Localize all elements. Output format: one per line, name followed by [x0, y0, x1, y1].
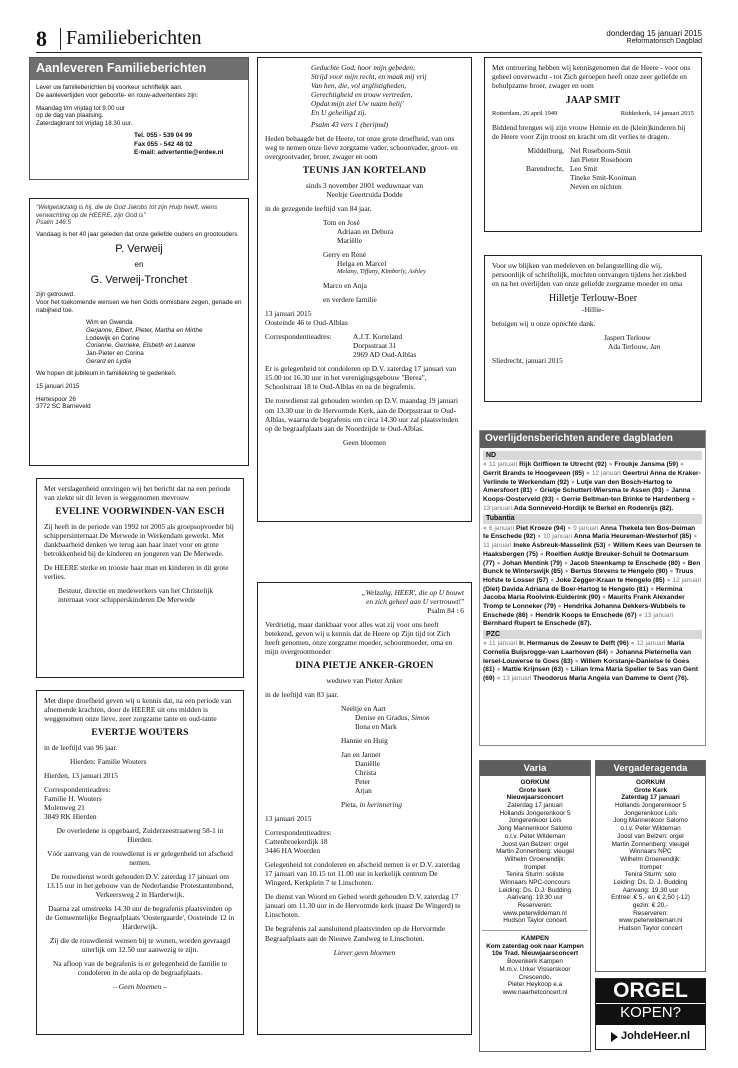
verweij-en: en: [134, 260, 144, 270]
bullet-icon: ●: [483, 461, 489, 469]
groen-family: Arjan: [355, 786, 372, 796]
overlijdens-source-header: Tubantia: [483, 514, 702, 523]
bullet-icon: ●: [681, 559, 688, 567]
orgel-ad-site[interactable]: JohdeHeer.nl: [620, 1030, 691, 1043]
varia-line: Tenira Sturm: soliste: [506, 871, 564, 879]
groen-paragraph: De begrafenis zal aansluitend plaatsvinden op de Hervormde Begraafplaats aan de Nieuwe Zandweg te Linschoten.: [265, 924, 445, 943]
header-divider: [60, 28, 61, 50]
verweij-family: Corianne, Gerrieke, Elsbeth en Leanne: [86, 342, 196, 350]
overlijdens-item-text: Johan Mentink (79): [502, 559, 563, 567]
agenda-line: Aanvang: 19.30 uur: [622, 886, 679, 894]
groen-quote-ref: Psalm 84 : 6: [427, 606, 464, 616]
overlijdens-item-text: Jacob Steenkamp te Enschede (80): [569, 559, 681, 567]
terlouw-place: Sliedrecht, januari 2015: [492, 356, 563, 366]
overlijdens-source-header: ND: [483, 451, 702, 460]
groen-family: Pieta,: [341, 800, 360, 810]
varia-panel: [479, 760, 591, 1052]
varia-line: Kom zaterdag ook naar Kampen: [486, 942, 584, 950]
korteland-verse: Van hen, die, vol arglistigheden,: [311, 81, 407, 91]
verweij-family: Wim en Gwenda: [86, 319, 133, 327]
verweij-family: Gerjanne, Elbert, Pieter, Martha en Mirthe: [86, 326, 203, 334]
varia-line: Jong Mannenkoor Salomo: [497, 825, 573, 833]
bullet-icon: ●: [680, 461, 684, 469]
overlijdensberichten-list: [480, 448, 705, 686]
overlijdens-item-text: Maurits Frank Alexander Tromp te Lonneker (79): [483, 594, 685, 611]
verweij-married: zijn getrouwd.: [36, 291, 75, 299]
varia-link[interactable]: www.peterwildeman.nl: [503, 909, 567, 917]
overlijdens-item-date: 6 januari: [488, 524, 515, 532]
notice-smit: [484, 57, 702, 232]
aanleveren-box: [29, 57, 249, 180]
varia-line: trompet: [524, 863, 546, 871]
notice-voorwinden: [36, 478, 244, 678]
header-date: donderdag 15 januari 2015: [606, 29, 702, 38]
notice-verweij: [29, 198, 249, 466]
groen-age: in de leeftijd van 83 jaar.: [265, 689, 339, 699]
overlijdens-item-date: 9 januari: [573, 524, 599, 532]
bullet-icon: ●: [607, 542, 614, 550]
overlijdens-item: [483, 640, 631, 647]
varia-place: GORKUM: [520, 779, 550, 786]
overlijdens-item-date: 12 januari: [636, 640, 666, 648]
overlijdens-item: [530, 612, 639, 619]
verweij-quote: "Welgelukzalig is hij, die de God Jakobs tot zijn Hulp heeft, wiens verwachting op de HEERE, zijn God is": [36, 204, 218, 219]
agenda-line: Winnaars NPC: [629, 848, 672, 856]
groen-paragraph: De dienst van Woord en Gebed wordt gehouden D.V. zaterdag 17 januari om 11.30 uur in de Hervormde kerk (naast De Wingerd) te Linschoten.: [265, 892, 461, 920]
groen-corr-label: Correspondentieadres:: [265, 828, 332, 838]
overlijdens-item-text: Ada Sonneveld-Hordijk te Berkel en Rodenrijs (82).: [513, 504, 674, 512]
terlouw-signer: Ada Terlouw,: [608, 342, 650, 352]
wouters-end: – Geen bloemen –: [113, 982, 167, 992]
overlijdens-item-date: 11 januari: [488, 461, 518, 469]
agenda-line: Hollands Jongerenkoor 5: [614, 802, 687, 810]
overlijdens-item-date: 10 januari: [543, 533, 573, 541]
smit-relative: Tineke Smit-Kooiman: [570, 173, 637, 183]
bullet-icon: ●: [609, 649, 616, 657]
esch-paragraph: Zij heeft in de periode van 1992 tot 2005 als groepsopvoeder bij schippersinternaat De Merwede in Werkendam gewerkt. Met dankbaarheid denken we terug aan haar inzet voor en grote betrokkenheid bij de kinderen en jongeren van De Merwede.: [44, 521, 234, 558]
verweij-intro: Vandaag is het 40 jaar geleden dat onze geliefde ouders en grootouders: [36, 231, 238, 239]
korteland-family: Tom en José: [323, 217, 360, 227]
overlijdens-item-text: Ben Bunck te Winterswijk (85): [483, 559, 701, 576]
overlijdens-item: [565, 568, 670, 575]
korteland-verse: Geduchte God, hoor mijn gebeden;: [311, 63, 416, 72]
varia-line: Pieter Heykoop e.a: [507, 981, 563, 989]
korteland-verse: Strijd voor mijn recht, en maak mij vrij: [311, 72, 427, 82]
overlijdens-item-text: Piet Kroeze (94): [515, 524, 566, 532]
wouters-paragraph: De overledene is opgebaard, Zuiderzeestraatweg 58-1 in Hierden.: [56, 825, 224, 844]
overlijdens-source-list: [483, 640, 702, 684]
varia-line: M.m.v. Urker Visserskoor: [499, 965, 571, 973]
korteland-verse: Gerechtigheid en trouw vertreden,: [311, 90, 413, 100]
verweij-family: Gerard en Lydia: [86, 357, 132, 365]
varia-line: Leiding: Ds. D.J. Budding: [498, 886, 572, 894]
terlouw-thanks: betuigen wij u onze oprechte dank.: [492, 319, 596, 329]
smit-name: JAAP SMIT: [565, 95, 621, 107]
korteland-paragraph: Er is gelegenheid tot condoleren op D.V. zaterdag 17 januari van 15.00 tot 16.30 uur in het verenigingsgebouw "Berea", Schoolstraat 18 te Oud-Alblas en na de begrafenis.: [265, 364, 457, 392]
smit-intro: Met ontroering hebben wij kennisgenomen dat de Heere - voor ons geheel onverwacht - tot Zich geroepen heeft onze zeer geliefde en behulpzame broer, zwager en oom: [492, 63, 691, 91]
orgel-ad-kopen: KOPEN?: [596, 1003, 705, 1025]
groen-quote: „Welzalig, HEER', die op U bouwt: [361, 588, 464, 597]
varia-line: Wilhelm Groenendijk:: [504, 855, 566, 863]
groen-date: 13 januari 2015: [265, 814, 312, 824]
aanleveren-title: Aanleveren Familieberichten: [30, 58, 248, 80]
korteland-verse: En U geheiligd zij.: [311, 108, 367, 118]
smit-died: Ridderkerk, 14 januari 2015: [620, 110, 694, 118]
korteland-corr-label: Correspondentieadres:: [265, 332, 332, 342]
groen-family: Peter: [355, 777, 371, 787]
overlijdens-item-text: Hermina Jacoba Maria Roolvink-Eulderink (90): [483, 585, 683, 602]
overlijdens-item-text: Truus Hofste te Losser (57): [483, 568, 694, 584]
korteland-family: en verdere familie: [323, 295, 377, 305]
bullet-icon: ●: [669, 568, 676, 576]
bullet-icon: ●: [550, 576, 556, 584]
groen-end: Liever geen bloemen: [333, 947, 396, 957]
varia-line: Hudson Taylor concert: [503, 917, 567, 925]
overlijdens-item-text: Froukje Jansma (59): [614, 461, 679, 469]
groen-family: Daniëlle: [355, 759, 381, 769]
varia-event: Nieuwjaarsconcert: [506, 794, 564, 802]
overlijdens-item-date: 11 januari: [483, 542, 512, 550]
groen-intro: Verdrietig, maar dankbaar voor alles wat zij voor ons heeft betekend, geven wij u kennis dat de Heere op Zijn tijd tot Zich heeft genomen, onze zorgzame moeder, schoonmoeder, oma en mijn overgrootmoeder: [265, 620, 453, 657]
overlijdens-item-text: Ir. Hermanus de Zeeuw te Delft (96): [519, 640, 629, 648]
varia-line: Joost van Belzen: orgel: [501, 840, 569, 848]
varia-line: Aanvang: 19.30 uur: [507, 894, 563, 902]
verweij-wish: Voor het toekomende wensen we hen Gods onmisbare zegen, genade en nabijheid toe.: [36, 298, 242, 314]
korteland-corr: 2969 AD Oud-Alblas: [353, 350, 417, 360]
overlijdens-item-text: Bertus Stevens te Hengelo (90): [570, 568, 668, 576]
agenda-line: Jongerenkoor Loïs: [624, 809, 677, 817]
varia-line: Reserveren:: [517, 902, 553, 909]
overlijdens-item: [497, 675, 689, 682]
aanleveren-contact: [30, 132, 248, 158]
wouters-name: EVERTJE WOUTERS: [91, 728, 189, 739]
terlouw-nick: -Hillie-: [582, 305, 604, 315]
agenda-line: Entree: € 5,- en € 2,50 (-12): [611, 894, 690, 902]
overlijdens-item: [537, 533, 693, 540]
korteland-corr: A.J.T. Korteland: [353, 332, 403, 342]
agenda-line: Reserveren:: [633, 909, 668, 917]
agenda-line: Tenira Sturm: solo: [624, 871, 677, 879]
varia-line: Hollands Jongerenkoor 5: [499, 809, 571, 817]
smit-place: Barendrecht,: [526, 164, 564, 174]
verweij-hope: We hopen dit jubileum in familiekring te gedenken.: [36, 370, 177, 378]
groen-name: DINA PIETJE ANKER-GROEN: [295, 661, 434, 672]
overlijdens-item-text: Ineke Asbreuk-Masselink (53): [513, 542, 606, 550]
agenda-line: o.l.v. Peter Wildeman: [620, 825, 681, 833]
varia-line: Zaterdag 17 januari: [507, 802, 563, 810]
bullet-icon: ●: [666, 576, 673, 584]
overlijdensberichten-title: Overlijdensberichten andere dagbladen: [480, 431, 705, 448]
aanleveren-email[interactable]: E-mail: advertentie@erdee.nl: [134, 149, 224, 157]
overlijdens-item-text: Bernhard Rupert te Enschede (87).: [483, 620, 592, 628]
overlijdens-item-text: Mattie Krijnsen (63): [502, 666, 564, 674]
aanleveren-line: Lever uw familieberichten bij voorkeur schriftelijk aan.: [36, 84, 183, 91]
korteland-end: Geen bloemen: [343, 437, 386, 447]
notice-terlouw: [484, 255, 702, 402]
overlijdens-item: [483, 525, 567, 532]
overlijdens-item-text: Anna Thekela ten Bos-Deiman te Enschede (92): [483, 524, 696, 541]
bullet-icon: ●: [608, 461, 615, 469]
overlijdens-item-text: Gerrie Beltman-ten Brinke te Hardenberg: [561, 496, 690, 504]
aanleveren-line: Zaterdagkrant tot vrijdag 18.30 uur.: [36, 120, 133, 127]
wouters-corr: Molenweg 21: [44, 802, 85, 812]
bullet-icon: ●: [539, 550, 546, 558]
bullet-icon: ●: [533, 487, 540, 495]
overlijdens-item-date: 12 januari: [591, 469, 621, 477]
smit-born: Rotterdam, 26 april 1949: [492, 110, 558, 118]
overlijdensberichten-panel: [479, 430, 706, 746]
groen-family-memory: in herinnering: [359, 800, 402, 810]
wouters-paragraph: Zij die de rouwdienst wensen bij te wonen, worden gevraagd uiterlijk om 12.50 uur aanwezig te zijn.: [49, 936, 231, 955]
smit-relative: Neven en nichten: [570, 182, 622, 192]
aanleveren-line: Maandag t/m vrijdag tot 9.00 uur: [36, 104, 126, 112]
groen-paragraph: Gelegenheid tot condoleren en afscheid nemen is er D.V. zaterdag 17 januari van 10.15 tot 11.00 uur in kerkelijk centrum De Wingerd, Kerkplein 7 te Linschoten.: [265, 860, 461, 888]
agenda-line: Leiding: Ds. D. J. Budding: [613, 878, 688, 886]
bullet-icon: ●: [585, 469, 592, 477]
overlijdens-item-text: Hendrika Johanna Dekkers-Wubbels te Enschede (86): [483, 603, 686, 619]
overlijdens-item: [497, 666, 566, 673]
orgel-ad-title: ORGEL: [596, 979, 705, 1003]
groen-family-child: Simon: [411, 712, 430, 722]
overlijdens-item: [550, 577, 667, 584]
korteland-family: Adriaan en Debora: [337, 227, 394, 237]
korteland-place: Oosteinde 46 te Oud-Alblas: [265, 318, 348, 328]
varia-line: Bovenkerk Kampen: [507, 958, 563, 966]
korteland-corr: Dorpsstraat 31: [353, 341, 397, 351]
arrow-right-icon: [611, 1032, 618, 1042]
bullet-icon: ●: [557, 603, 564, 611]
wouters-corr-label: Correspondentieadres:: [44, 784, 111, 794]
korteland-family: Gerry en René: [323, 250, 367, 260]
smit-relative: Nel Roseboom-Smit: [570, 146, 631, 156]
wouters-age: in de leeftijd van 96 jaar.: [44, 742, 118, 752]
verweij-name1: P. Verweij: [115, 242, 163, 255]
overlijdens-item: [497, 560, 564, 567]
verweij-date: 15 januari 2015: [36, 382, 80, 390]
wouters-date: Hierden, 13 januari 2015: [44, 770, 118, 780]
korteland-verse: Opdat mijn ziel Uw naam belij': [311, 99, 404, 109]
groen-corr: Cattenbroekerdijk 18: [265, 837, 328, 847]
varia-line: Jongerenkoor Loïs: [508, 817, 562, 825]
aanleveren-line: De aanlevertijden voor geboorte- en rouw-advertenties zijn:: [36, 91, 199, 99]
varia-place: KAMPEN: [521, 935, 549, 943]
agenda-place: GORKUM: [635, 779, 666, 786]
overlijdens-item-text: Lutje van den Bosch-Hartog te Amersfoort (81): [483, 478, 673, 495]
wouters-paragraph: Na afloop van de begrafenis is er gelegenheid de familie te condoleren in de aula op de begraafplaats.: [52, 959, 227, 978]
bullet-icon: ●: [638, 611, 645, 619]
overlijdens-source-header: PZC: [483, 630, 702, 639]
wouters-paragraph: Vóór aanvang van de rouwdienst is er gelegenheid tot afscheid nemen.: [47, 848, 233, 867]
overlijdens-item-date: 13 januari: [483, 504, 512, 512]
bullet-icon: ●: [565, 666, 571, 674]
varia-link[interactable]: www.naarhetconcert.nl: [502, 988, 568, 996]
varia-line: Winnaars NPC-concours: [499, 878, 571, 886]
korteland-intro: Heden behaagde het de Heere, tot onze grote droefheid, van ons weg te nemen onze lieve zorgzame vader, schoonvader, groot- en overgrootvader, broer, zwager en oom: [265, 134, 458, 162]
korteland-date: 13 januari 2015: [265, 309, 312, 319]
overlijdens-item-text: Lilian Irma Maria Spelier te Sas van Gent (69): [483, 666, 699, 683]
overlijdens-item: [556, 496, 692, 503]
overlijdens-source-list: [483, 525, 702, 629]
notice-anker-groen: [257, 582, 472, 1035]
section-title: Familieberichten: [66, 27, 202, 49]
korteland-paragraph: De rouwdienst zal gehouden worden op D.V. maandag 19 januari om 13.30 uur in de Hervormde Kerk, aan de Dorpsstraat te Oud-Alblas, waarna de begrafenis om circa 14.30 uur zal plaatsvinden op de begraafplaats aan de Noordzijde te Oud-Alblas.: [265, 396, 459, 433]
aanleveren-text: [30, 80, 248, 132]
korteland-sub: sinds 3 november 2001 weduwnaar van: [305, 180, 424, 190]
bullet-icon: ●: [691, 496, 696, 504]
bullet-icon: ●: [496, 675, 503, 683]
overlijdens-item-text: Theodorus Maria Angela van Damme te Gent (76).: [533, 675, 689, 683]
overlijdens-item-text: Geertrui Anna de Kraker-Verlinde te Werkendam (92): [483, 469, 701, 486]
overlijdens-item-text: Maria Cornelia Buijsrogge-van Laarhoven (84): [483, 640, 685, 657]
esch-signature: Bestuur, directie en medewerkers van het Christelijk internaat voor schipperskinderen De Merwede: [58, 585, 214, 604]
overlijdens-item-text: Willem Korstanje-Danielse te Goes (81): [483, 657, 690, 674]
wouters-paragraph: Daarna zal omstreeks 14.30 uur de begrafenis plaatsvinden op de Gemeentelijke Begraafplaats 'Oostergaarde', Oosteinde 12 in Harderwijk.: [45, 904, 235, 932]
smit-prayer: Biddend brengen wij zijn vrouw Hennie en de (klein)kinderen bij de Heere voor Zijn troost en kracht om dit verlies te dragen.: [492, 123, 686, 142]
varia-line: 10e Trad. Nieuwjaarsconcert: [491, 950, 579, 958]
vergaderagenda-title: Vergaderagenda: [596, 761, 705, 776]
overlijdens-source-list: [483, 461, 702, 513]
overlijdens-item-text: Hendrik Koops te Enschede (67): [535, 611, 637, 619]
smit-place: Middelburg,: [527, 146, 564, 156]
bullet-icon: ●: [630, 640, 637, 648]
korteland-age: in de gezegende leeftijd van 84 jaar.: [265, 203, 372, 213]
varia-title: Varia: [480, 761, 590, 776]
agenda-line: Martin Zonnenberg: vleugel: [611, 840, 690, 848]
groen-family: Ilona en Mark: [355, 721, 397, 731]
wouters-corr: Familie H. Wouters: [44, 793, 102, 803]
varia-church: Grote kerk: [519, 786, 551, 794]
esch-intro: Met verslagenheid ontvingen wij het bericht dat na een periode van ziekte uit dit leven is weggenomen mevrouw: [44, 484, 231, 503]
esch-name: EVELINE VOORWINDEN-VAN ESCH: [55, 507, 225, 518]
groen-family: Jan en Jannet: [341, 749, 381, 759]
groen-corr: 3446 HA Woerden: [265, 846, 321, 856]
smit-relative: Leo Smit: [570, 164, 598, 174]
header-paper-name: Reformatorisch Dagblad: [626, 38, 702, 45]
agenda-line: trompet: [639, 863, 662, 871]
agenda-line: gezin: € 20,-: [632, 902, 669, 909]
overlijdens-item: [564, 560, 682, 567]
korteland-family: Marco en Anja: [323, 281, 367, 291]
agenda-date: Zaterdag 17 januari: [621, 794, 680, 802]
korteland-family: Helga en Marcel: [337, 259, 387, 269]
bullet-icon: ●: [567, 524, 574, 532]
groen-family: Hannie en Huig: [341, 735, 388, 745]
korteland-sub: Neeltje Geertruida Dodde: [326, 189, 403, 199]
terlouw-signer: Jaspert Terlouw: [604, 333, 651, 343]
bullet-icon: ●: [693, 533, 698, 541]
groen-family: Christa: [355, 768, 377, 778]
groen-sub: weduwe van Pieter Anker: [326, 675, 403, 685]
verweij-address: Hertespoor 26: [36, 395, 76, 403]
verweij-address: 3772 SC Barneveld: [36, 403, 91, 411]
bullet-icon: ●: [665, 487, 672, 495]
notice-wouters: [36, 690, 244, 1035]
bullet-icon: ●: [564, 568, 571, 576]
overlijdens-item-text: Gerrit Brands te Hoogeveen (85): [483, 469, 585, 477]
korteland-name: TEUNIS JAN KORTELAND: [302, 166, 427, 177]
groen-family: Neeltje en Aart: [341, 703, 386, 713]
agenda-line: Joost van Belzen: orgel: [617, 832, 684, 840]
verweij-family: Jan-Pieter en Corina: [86, 349, 144, 357]
verweij-family: Lodewijk en Corine: [86, 334, 140, 342]
agenda-line: Wilhelm Groenendijk:: [620, 855, 681, 863]
overlijdens-item-date: 13 januari: [644, 611, 674, 619]
wouters-family: Hierden: Familie Wouters: [70, 756, 147, 766]
overlijdens-item-text: Johanna Pieternella van Iersel-Louwerse te Goes (83): [483, 649, 692, 665]
header-rule: [36, 52, 702, 53]
varia-line: Martin Zonnenberg: vleugel: [496, 848, 574, 856]
terlouw-signer-partner: Jan: [649, 342, 661, 352]
bullet-icon: ●: [537, 533, 544, 541]
agenda-church: Grote Kerk: [633, 786, 668, 794]
groen-quote: en zich geheel aan U vertrouwt!": [366, 597, 464, 607]
overlijdens-item-text: Grietje Schuttert-Wiersma te Assen (93): [539, 487, 664, 495]
overlijdens-item-text: Anna Maria Heureman-Westerhof (85): [573, 533, 692, 541]
korteland-family: Mariëlle: [337, 236, 363, 246]
agenda-link[interactable]: www.peterwildeman.nl: [618, 917, 683, 925]
overlijdens-item-text: Roelfien Auktje Breuker-Schuil te Ootmarsum (77): [483, 550, 689, 567]
overlijdens-item-date: 11 januari: [488, 640, 518, 648]
overlijdens-item-date: 12 januari: [672, 576, 702, 584]
bullet-icon: ●: [650, 585, 657, 593]
wouters-intro: Met diepe droefheid geven wij u kennis dat, na een periode van afnemende krachten, door de HEERE uit ons midden is weggenomen onze lieve, zeer zorgzame tante en oud-tante: [44, 696, 232, 724]
terlouw-name: Hilletje Terlouw-Boer: [548, 293, 638, 305]
bullet-icon: ●: [570, 478, 577, 486]
agenda-line: Hudson Taylor concert: [618, 925, 683, 933]
groen-family: Denise en Gradus,: [355, 712, 412, 722]
overlijdens-item: [609, 461, 680, 468]
smit-relative: Jan Pieter Roseboom: [570, 155, 633, 165]
varia-line: o.l.v. Peter Wildeman: [504, 832, 566, 840]
notice-korteland: [257, 57, 472, 522]
varia-line: Crescendo,: [518, 973, 552, 981]
bullet-icon: ●: [496, 666, 503, 674]
orgel-ad[interactable]: [595, 978, 706, 1050]
overlijdens-item-text: Janna Koops-Oosterveld (93): [483, 487, 691, 504]
aanleveren-tel: Tel. 055 - 539 04 99: [134, 131, 193, 139]
overlijdens-item-text: Rijk Griffioen te Utrecht (92): [519, 461, 607, 469]
vergaderagenda-panel: [595, 760, 706, 972]
agenda-line: Jong Mannenkoor Salomo: [613, 817, 688, 825]
esch-paragraph: De HEERE sterke en trooste haar man en kinderen in dit grote verlies.: [44, 562, 229, 581]
bullet-icon: ●: [483, 640, 489, 648]
bullet-icon: ●: [555, 496, 562, 504]
bullet-icon: ●: [574, 657, 581, 665]
overlijdens-item-text: Willem Kees van Deursen te Haaksbergen (75): [483, 542, 702, 558]
verweij-name2: G. Verweij-Tronchet: [90, 273, 188, 286]
overlijdens-item: [534, 487, 666, 494]
overlijdens-item-date: 13 januari: [502, 675, 532, 683]
page-number: 8: [36, 26, 47, 51]
bullet-icon: ●: [529, 611, 536, 619]
bullet-icon: ●: [602, 594, 608, 602]
wouters-corr: 3849 RK Hierden: [44, 811, 97, 821]
bullet-icon: ●: [496, 559, 503, 567]
bullet-icon: ●: [563, 559, 570, 567]
overlijdens-item-text: (Diet) Davida Adriana de Boer-Hartog te Hengelo (81): [483, 585, 649, 593]
aanleveren-fax: Fax 055 - 542 48 02: [134, 140, 193, 148]
aanleveren-line: op de dag van plaatsing.: [36, 112, 104, 120]
verweij-quote-ref: Psalm 146:5: [36, 219, 72, 227]
korteland-verse-ref: Psalm 43 vers 1 (berijmd): [311, 120, 389, 130]
overlijdens-item-text: Joke Zegger-Kraan te Hengelo (85): [555, 576, 665, 584]
terlouw-intro: Voor uw blijken van medeleven en belangstelling die wij, persoonlijk of schriftelijk, mochten ontvangen tijdens het ziekbed en na het overlijden van onze geliefde zorgzame moeder en oma: [492, 261, 687, 289]
bullet-icon: ●: [483, 524, 489, 532]
overlijdens-item: [483, 461, 609, 468]
korteland-family: Melany, Tiffany, Kimberly, Ashley: [337, 268, 426, 276]
wouters-paragraph: De rouwdienst wordt gehouden D.V. zaterdag 17 januari om 13.15 uur in het gebouw van de Nederlandse Protestantenbond, Verkeersweg 2 in Harderwijk.: [46, 872, 234, 900]
